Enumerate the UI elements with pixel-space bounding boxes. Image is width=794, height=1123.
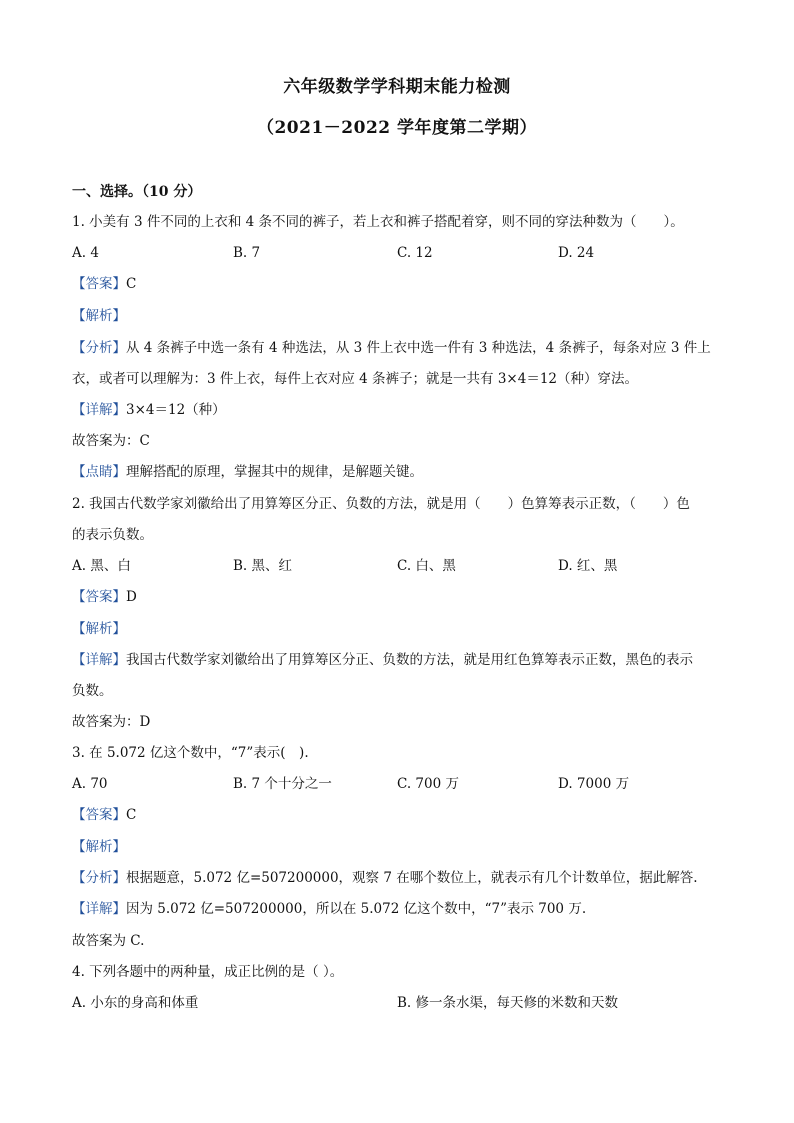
question-3-final: 故答案为 C.	[72, 933, 145, 949]
question-1-fenxi-cont: 衣，或者可以理解为：3 件上衣，每件上衣对应 4 条裤子；就是一共有 3×4＝12（种）穿法。	[72, 371, 639, 387]
option-c: C. 白、黑	[397, 558, 456, 574]
question-1-answer	[72, 275, 136, 293]
option-b: B. 7 个十分之一	[233, 776, 332, 792]
dianjing-text: 理解搭配的原理，掌握其中的规律，是解题关键。	[126, 464, 423, 480]
fenxi-tag: 【分析】	[72, 340, 126, 356]
question-2-detail-cont: 负数。	[72, 683, 113, 699]
question-2-analysis-tag: 【解析】	[72, 621, 126, 637]
question-2-final: 故答案为：D	[72, 714, 151, 730]
detail-text: 我国古代数学家刘徽给出了用算筹区分正、负数的方法，就是用红色算筹表示正数，黑色的表示	[126, 652, 693, 668]
answer-value: C	[126, 276, 137, 292]
option-d: D. 24	[558, 245, 595, 261]
detail-text: 因为 5.072 亿=507200000，所以在 5.072 亿这个数中，“7”表示 700 万.	[126, 901, 587, 917]
question-2-detail	[72, 651, 693, 669]
option-b: B. 7	[233, 245, 261, 261]
document-title: 六年级数学学科期末能力检测	[283, 77, 511, 97]
option-b: B. 黑、红	[233, 558, 293, 574]
fenxi-tag: 【分析】	[72, 870, 126, 886]
option-b: B. 修一条水渠，每天修的米数和天数	[397, 995, 619, 1011]
question-1-stem: 1. 小美有 3 件不同的上衣和 4 条不同的裤子，若上衣和裤子搭配着穿，则不同的穿法种数为（ ）。	[72, 214, 684, 230]
option-a: A. 4	[72, 245, 99, 261]
detail-tag: 【详解】	[72, 652, 126, 668]
detail-text: 3×4＝12（种）	[126, 402, 226, 418]
question-2-stem: 2. 我国古代数学家刘徽给出了用算筹区分正、负数的方法，就是用（ ）色算筹表示正数，（ ）色	[72, 496, 690, 512]
answer-tag: 【答案】	[72, 807, 126, 823]
question-4-stem: 4. 下列各题中的两种量，成正比例的是（ ）。	[72, 964, 344, 980]
detail-tag: 【详解】	[72, 901, 126, 917]
question-1-final: 故答案为：C	[72, 433, 150, 449]
question-1-dianjing	[72, 463, 423, 481]
question-3-fenxi	[72, 869, 698, 887]
answer-tag: 【答案】	[72, 589, 126, 605]
section-heading: 一、选择。（10 分）	[72, 184, 202, 200]
question-3-detail	[72, 900, 586, 918]
option-c: C. 700 万	[397, 776, 459, 792]
option-a: A. 黑、白	[72, 558, 131, 574]
option-d: D. 7000 万	[558, 776, 630, 792]
detail-tag: 【详解】	[72, 402, 126, 418]
question-1-detail	[72, 401, 226, 419]
fenxi-text: 根据题意，5.072 亿=507200000，观察 7 在哪个数位上，就表示有几个计数单位，据此解答.	[126, 870, 698, 886]
option-c: C. 12	[397, 245, 433, 261]
option-d: D. 红、黑	[558, 558, 618, 574]
answer-tag: 【答案】	[72, 276, 126, 292]
answer-value: D	[126, 589, 137, 605]
question-3-analysis-tag: 【解析】	[72, 839, 126, 855]
document-subtitle: （2021－2022 学年度第二学期）	[256, 118, 538, 138]
answer-value: C	[126, 807, 137, 823]
option-a: A. 70	[72, 776, 108, 792]
question-1-analysis-tag: 【解析】	[72, 308, 126, 324]
question-3-stem: 3. 在 5.072 亿这个数中，“7”表示( ).	[72, 745, 309, 761]
option-a: A. 小东的身高和体重	[72, 995, 199, 1011]
question-3-answer	[72, 806, 136, 824]
dianjing-tag: 【点睛】	[72, 464, 126, 480]
question-2-stem-cont: 的表示负数。	[72, 527, 153, 543]
question-2-answer	[72, 588, 137, 606]
question-1-fenxi	[72, 339, 711, 357]
fenxi-text: 从 4 条裤子中选一条有 4 种选法，从 3 件上衣中选一件有 3 种选法，4 条裤子，每条对应 3 件上	[126, 340, 711, 356]
